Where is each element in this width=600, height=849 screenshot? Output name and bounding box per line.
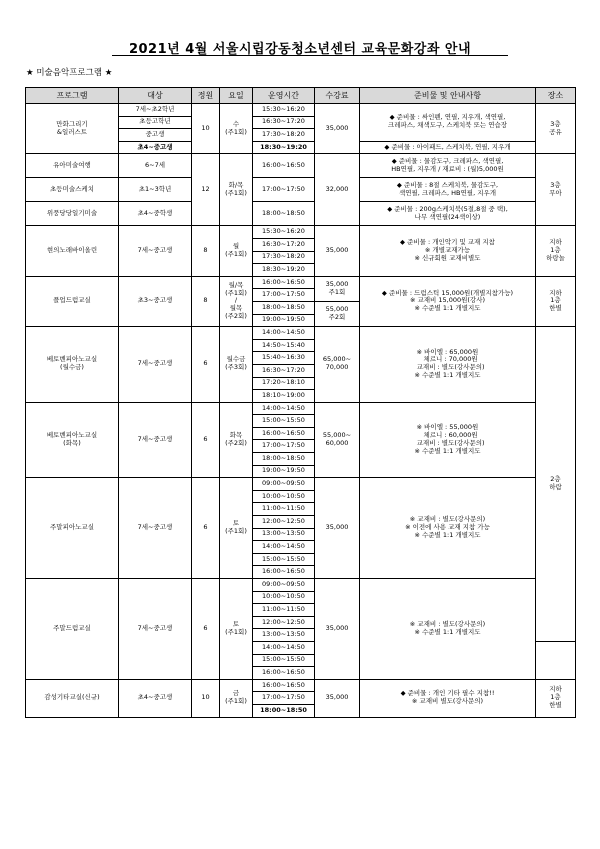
title-underline bbox=[112, 55, 508, 56]
day-cell: 월 (주1회) bbox=[220, 226, 253, 276]
column-header: 운영시간 bbox=[253, 88, 315, 104]
place-cell: 2층 하람 bbox=[536, 327, 576, 642]
target-cell: 초4~중고생 bbox=[119, 679, 192, 717]
place-cell: 지하 1층 하랑놀 bbox=[536, 226, 576, 276]
time-cell: 16:00~16:50 bbox=[253, 276, 315, 289]
fee-cell: 55,000~ 60,000 bbox=[315, 402, 360, 478]
time-cell: 12:00~12:50 bbox=[253, 516, 315, 529]
column-header: 수강료 bbox=[315, 88, 360, 104]
notes-cell: ※ 바이엘 : 55,000원 체르니 : 60,000원 교재비 : 별도(강사문의) ※ 수준별 1:1 개별지도 bbox=[360, 402, 536, 478]
notes-cell: ◆ 준비물 : 개인 기타 필수 지참!! ※ 교재비 별도(강사문의) bbox=[360, 679, 536, 717]
notes-cell: ◆ 준비물 : 8절 스케치북, 물감도구, 색연필, 크레파스, HB연필, 지우개 bbox=[360, 178, 536, 202]
capacity-cell: 8 bbox=[192, 226, 220, 276]
capacity-cell: 6 bbox=[192, 579, 220, 680]
time-cell: 17:00~17:50 bbox=[253, 178, 315, 202]
time-cell: 16:30~17:20 bbox=[253, 116, 315, 129]
column-header: 프로그램 bbox=[26, 88, 119, 104]
time-cell: 17:00~17:50 bbox=[253, 692, 315, 705]
time-cell: 17:20~18:10 bbox=[253, 377, 315, 390]
time-cell: 16:30~17:20 bbox=[253, 364, 315, 377]
time-cell: 11:00~11:50 bbox=[253, 604, 315, 617]
capacity-cell: 6 bbox=[192, 402, 220, 478]
notes-cell: ※ 바이엘 : 65,000원 체르니 : 70,000원 교재비 : 별도(강사문의) ※ 수준별 1:1 개별지도 bbox=[360, 327, 536, 403]
place-cell: 3층 무아 bbox=[536, 154, 576, 226]
table-row bbox=[26, 276, 576, 289]
time-cell: 14:00~14:50 bbox=[253, 541, 315, 554]
day-cell: 금 (주1회) bbox=[220, 679, 253, 717]
table-row bbox=[26, 402, 576, 415]
time-cell: 12:00~12:50 bbox=[253, 616, 315, 629]
place-cell: 지하 1층 한별 bbox=[536, 276, 576, 326]
time-cell: 19:00~19:50 bbox=[253, 465, 315, 478]
day-cell: 월수금 (주3회) bbox=[220, 327, 253, 403]
target-cell: 7세~초2학년 bbox=[119, 104, 192, 117]
capacity-cell: 12 bbox=[192, 154, 220, 226]
table-row bbox=[26, 154, 576, 178]
day-cell: 토 (주1회) bbox=[220, 478, 253, 579]
program-name: 유아미술여행 bbox=[26, 154, 119, 178]
program-name: 플업드럼교실 bbox=[26, 276, 119, 326]
target-cell: 초3~중고생 bbox=[119, 276, 192, 326]
target-cell: 7세~중고생 bbox=[119, 226, 192, 276]
program-name: 현의노래바이올린 bbox=[26, 226, 119, 276]
section-heading: ★ 미술음악프로그램 ★ bbox=[26, 68, 113, 78]
time-cell: 16:30~17:20 bbox=[253, 238, 315, 251]
time-cell: 15:00~15:50 bbox=[253, 415, 315, 428]
day-cell: 화/목 (주1회) bbox=[220, 154, 253, 226]
program-name: 주말드럼교실 bbox=[26, 579, 119, 680]
time-cell: 14:50~15:40 bbox=[253, 339, 315, 352]
time-cell: 15:00~15:50 bbox=[253, 654, 315, 667]
table-row bbox=[26, 104, 576, 117]
time-cell: 17:00~17:50 bbox=[253, 440, 315, 453]
fee-cell: 35,000 주1회 bbox=[315, 276, 360, 301]
table-row bbox=[26, 579, 576, 592]
day-cell: 토 (주1회) bbox=[220, 579, 253, 680]
notes-cell: ※ 교재비 : 별도(강사문의) ※ 수준별 1:1 개별지도 bbox=[360, 579, 536, 680]
notes-cell: ◆ 준비물 : 물감도구, 크레파스, 색연필, HB연필, 지우개 / 재료비 : (월)5,000원 bbox=[360, 154, 536, 178]
program-name: 주말피아노교실 bbox=[26, 478, 119, 579]
time-cell: 13:00~13:50 bbox=[253, 528, 315, 541]
capacity-cell: 10 bbox=[192, 679, 220, 717]
time-cell: 17:30~18:20 bbox=[253, 251, 315, 264]
fee-cell: 35,000 bbox=[315, 679, 360, 717]
time-cell: 16:00~16:50 bbox=[253, 679, 315, 692]
target-cell: 중고생 bbox=[119, 129, 192, 142]
table-row bbox=[26, 327, 576, 340]
table-row bbox=[26, 478, 576, 491]
time-cell: 10:00~10:50 bbox=[253, 490, 315, 503]
time-cell: 16:00~16:50 bbox=[253, 154, 315, 178]
table-row bbox=[26, 679, 576, 692]
time-cell: 16:00~16:50 bbox=[253, 427, 315, 440]
fee-cell: 55,000 주2회 bbox=[315, 301, 360, 326]
program-name: 위풍당당일기미술 bbox=[26, 202, 119, 226]
capacity-cell: 8 bbox=[192, 276, 220, 326]
time-cell: 14:00~14:50 bbox=[253, 641, 315, 654]
time-cell: 16:00~16:50 bbox=[253, 667, 315, 680]
time-cell: 15:30~16:20 bbox=[253, 226, 315, 239]
fee-cell: 65,000~ 70,000 bbox=[315, 327, 360, 403]
column-header: 준비물 및 안내사항 bbox=[360, 88, 536, 104]
target-cell: 7세~중고생 bbox=[119, 327, 192, 403]
table-header-row bbox=[26, 88, 576, 104]
notes-cell: ※ 교재비 : 별도(강사문의) ※ 이전에 사용 교재 지참 가능 ※ 수준별 1:1 개별지도 bbox=[360, 478, 536, 579]
time-cell: 11:00~11:50 bbox=[253, 503, 315, 516]
day-cell: 화목 (주2회) bbox=[220, 402, 253, 478]
time-cell: 15:00~15:50 bbox=[253, 553, 315, 566]
time-cell: 14:00~14:50 bbox=[253, 327, 315, 340]
fee-cell: 35,000 bbox=[315, 104, 360, 154]
time-cell: 09:00~09:50 bbox=[253, 478, 315, 491]
time-cell: 15:40~16:30 bbox=[253, 352, 315, 365]
time-cell: 18:00~18:50 bbox=[253, 453, 315, 466]
time-cell: 18:30~19:20 bbox=[253, 141, 315, 154]
time-cell: 10:00~10:50 bbox=[253, 591, 315, 604]
day-cell: 월/목 (주1회) / 월목 (주2회) bbox=[220, 276, 253, 326]
day-cell: 수 (주1회) bbox=[220, 104, 253, 154]
place-cell: 3층 공유 bbox=[536, 104, 576, 154]
time-cell: 09:00~09:50 bbox=[253, 579, 315, 592]
capacity-cell: 6 bbox=[192, 327, 220, 403]
program-table bbox=[25, 87, 576, 718]
notes-cell: ◆ 준비물 : 드럼스틱 15,000원(개별지참가능) ※ 교재비 15,000원(강사) ※ 수준별 1:1 개별지도 bbox=[360, 276, 536, 326]
target-cell: 7세~중고생 bbox=[119, 402, 192, 478]
program-name: 초등미술스케치 bbox=[26, 178, 119, 202]
program-name: 만화그리기 &일러스트 bbox=[26, 104, 119, 154]
time-cell: 16:00~16:50 bbox=[253, 566, 315, 579]
program-name: 감성기타교실(신규) bbox=[26, 679, 119, 717]
time-cell: 17:00~17:50 bbox=[253, 289, 315, 302]
place-cell: 지하 1층 한별 bbox=[536, 679, 576, 717]
fee-cell: 35,000 bbox=[315, 579, 360, 680]
time-cell: 18:00~18:50 bbox=[253, 301, 315, 314]
target-cell: 7세~중고생 bbox=[119, 579, 192, 680]
time-cell: 14:00~14:50 bbox=[253, 402, 315, 415]
time-cell: 18:00~18:50 bbox=[253, 202, 315, 226]
target-cell: 초4~중고생 bbox=[119, 141, 192, 154]
notes-cell: ◆ 준비물 : 개인악기 및 교재 지참 ※ 개별교재가능 ※ 신규회원 교재비별도 bbox=[360, 226, 536, 276]
time-cell: 17:30~18:20 bbox=[253, 129, 315, 142]
time-cell: 15:30~16:20 bbox=[253, 104, 315, 117]
table-row bbox=[26, 226, 576, 239]
column-header: 장소 bbox=[536, 88, 576, 104]
target-cell: 초1~3학년 bbox=[119, 178, 192, 202]
notes-cell: ◆ 준비물 : 싸인펜, 연필, 지우개, 색연필, 크레파스, 채색도구, 스케치북 또는 연습장 bbox=[360, 104, 536, 142]
column-header: 정원 bbox=[192, 88, 220, 104]
time-cell: 19:00~19:50 bbox=[253, 314, 315, 327]
time-cell: 18:00~18:50 bbox=[253, 704, 315, 717]
column-header: 대상 bbox=[119, 88, 192, 104]
notes-cell: ◆ 준비물 : 아이패드, 스케치북, 연필, 지우개 bbox=[360, 141, 536, 154]
target-cell: 초4~중학생 bbox=[119, 202, 192, 226]
target-cell: 7세~중고생 bbox=[119, 478, 192, 579]
notes-cell: ◆ 준비물 : 200g스케치북(5절,8절 중 택), 나무 색연필(24색이상) bbox=[360, 202, 536, 226]
target-cell: 초등고학년 bbox=[119, 116, 192, 129]
program-name: 베토벤피아노교실 (화목) bbox=[26, 402, 119, 478]
time-cell: 18:30~19:20 bbox=[253, 264, 315, 277]
page-title: 2021년 4월 서울시립강동청소년센터 교육문화강좌 안내 bbox=[128, 42, 472, 57]
fee-cell: 32,000 bbox=[315, 154, 360, 226]
time-cell: 18:10~19:00 bbox=[253, 390, 315, 403]
capacity-cell: 10 bbox=[192, 104, 220, 154]
column-header: 요일 bbox=[220, 88, 253, 104]
table-row bbox=[26, 178, 576, 202]
time-cell: 13:00~13:50 bbox=[253, 629, 315, 642]
fee-cell: 35,000 bbox=[315, 226, 360, 276]
table-row bbox=[26, 202, 576, 226]
program-name: 베토벤피아노교실 (월수금) bbox=[26, 327, 119, 403]
capacity-cell: 6 bbox=[192, 478, 220, 579]
fee-cell: 35,000 bbox=[315, 478, 360, 579]
target-cell: 6~7세 bbox=[119, 154, 192, 178]
